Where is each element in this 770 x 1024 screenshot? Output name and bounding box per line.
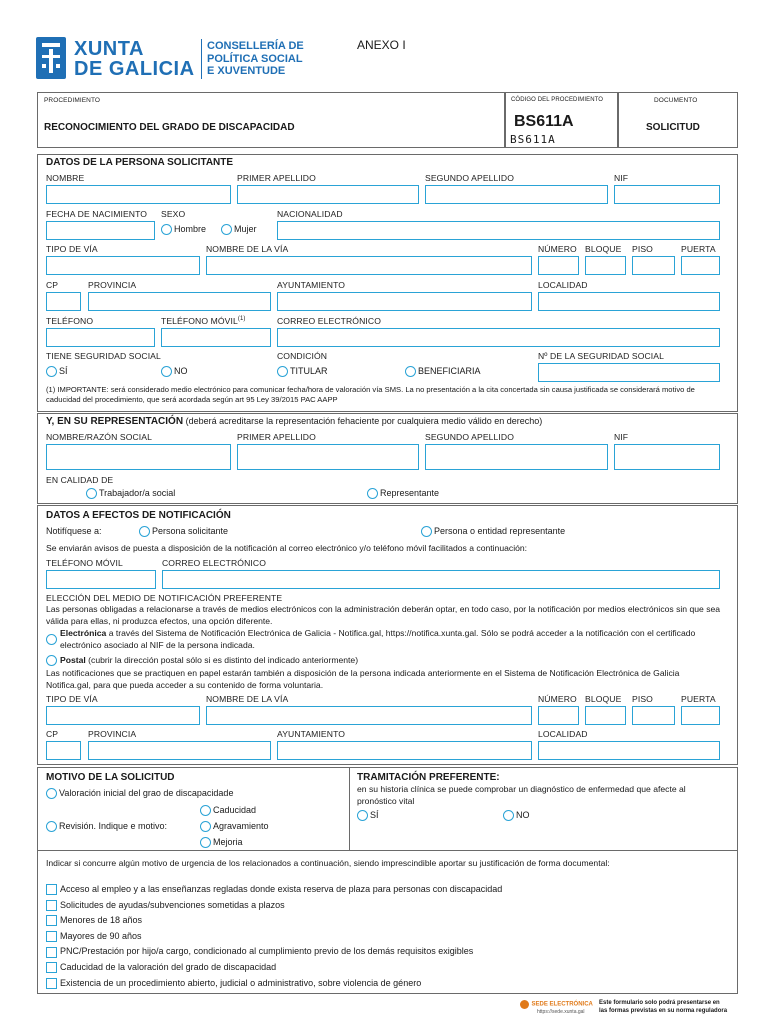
label-seguridad-social: TIENE SEGURIDAD SOCIAL (46, 351, 161, 361)
tipo-via-input[interactable] (46, 256, 200, 275)
ss-no-label: NO (174, 366, 188, 376)
notify-solicitante-radio[interactable] (139, 526, 228, 537)
nif-input[interactable] (614, 185, 720, 204)
urgency-reason-2[interactable] (46, 900, 285, 911)
motivo-hline (37, 850, 738, 851)
label-correo: CORREO ELECTRÓNICO (277, 316, 381, 326)
label-fecha-nacimiento: FECHA DE NACIMIENTO (46, 209, 148, 219)
footer-note (599, 999, 727, 1015)
caducidad-label: Caducidad (213, 805, 257, 815)
nacionalidad-input[interactable] (277, 221, 720, 240)
notif-cp-input[interactable] (46, 741, 81, 760)
tram-si-label: SÍ (370, 810, 379, 820)
urgency-reason-label: Menores de 18 años (60, 915, 143, 926)
label-nombre-via: NOMBRE DE LA VÍA (206, 244, 289, 254)
segundo-apellido-input[interactable] (425, 185, 608, 204)
localidad-input[interactable] (538, 292, 720, 311)
titular-label: TITULAR (290, 366, 328, 376)
calidad-representante-radio[interactable] (367, 488, 439, 499)
rep-primer-apellido-input[interactable] (237, 444, 419, 470)
notif-puerta-input[interactable] (681, 706, 720, 725)
label-condicion: CONDICIÓN (277, 351, 328, 361)
important-note: (1) IMPORTANTE: será considerado medio electrónico para comunicar fecha/hora de valoración vía SMS. La no presentación a la cita concertada sin causa justificada se considerará motivo de caducidad del procedimiento, que será acordada según art 95 Ley 39/2015 PAC AAPP (46, 385, 695, 404)
urgency-reason-label: Existencia de un procedimiento abierto, judicial o administrativo, sobre violencia de género (60, 977, 422, 988)
telefono-movil-input[interactable] (161, 328, 271, 347)
label-en-calidad: EN CALIDAD DE (46, 475, 114, 485)
urgency-checkbox[interactable] (46, 915, 57, 926)
sede-url[interactable]: https://sede.xunta.gal (537, 1009, 585, 1015)
urgency-checkbox[interactable] (46, 931, 57, 942)
urgency-reason-label: Acceso al empleo y a las enseñanzas regladas donde exista reserva de plaza para personas con discapacidad (60, 884, 503, 894)
label-cp: CP (46, 280, 59, 290)
dept-name (207, 40, 304, 78)
postal-radio[interactable] (46, 655, 59, 666)
notif-provincia-input[interactable] (88, 741, 271, 760)
urgency-reason-1[interactable] (46, 884, 502, 895)
revision-radio[interactable] (46, 821, 167, 832)
label-nacionalidad: NACIONALIDAD (277, 209, 343, 219)
label-primer-apellido: PRIMER APELLIDO (237, 173, 316, 183)
valoracion-inicial-radio[interactable] (46, 788, 233, 799)
representative-title (46, 416, 542, 427)
correo-input[interactable] (277, 328, 720, 347)
notif-piso-input[interactable] (632, 706, 675, 725)
revision-label: Revisión. Indique e motivo: (59, 821, 168, 831)
footer-note-line2: las formas previstas en su norma reguladora (599, 1008, 728, 1014)
label-notif-numero: NÚMERO (538, 694, 577, 704)
dept-line2: POLÍTICA SOCIAL (207, 52, 303, 65)
tramitacion-text: en su historia clínica se puede comprobar un diagnóstico de enfermedad que afecte al pronóstico vital (357, 784, 686, 806)
label-rep-primer-apellido: PRIMER APELLIDO (237, 432, 316, 442)
numero-input[interactable] (538, 256, 579, 275)
postal-bold: Postal (60, 655, 86, 665)
notif-numero-input[interactable] (538, 706, 579, 725)
org-name-line2: DE GALICIA (74, 58, 195, 80)
valoracion-label: Valoración inicial del grao de discapacidade (59, 788, 234, 798)
medio-text: Las personas obligadas a relacionarse a través de medios electrónicos con la administración deberán optar, en todo caso, por la notificación por medios electrónicos sin que sea válida para ellas, ni produzca efectos, una opción diferente. (46, 604, 721, 626)
electronica-text (60, 628, 726, 651)
ss-si-label: SÍ (59, 366, 68, 376)
urgency-checkbox[interactable] (46, 900, 57, 911)
urgency-reason-label: Mayores de 90 años (60, 930, 142, 941)
bloque-input[interactable] (585, 256, 626, 275)
mujer-label: Mujer (234, 224, 257, 234)
code-value: BS611A (514, 113, 574, 130)
label-notif-piso: PISO (632, 694, 653, 704)
label-bloque: BLOQUE (585, 244, 622, 254)
telefono-input[interactable] (46, 328, 155, 347)
code-barcode-text: BS611A (510, 133, 556, 146)
label-rep-segundo-apellido: SEGUNDO APELLIDO (425, 432, 514, 442)
label-rep-nif: NIF (614, 432, 629, 442)
label-notif-nombre-via: NOMBRE DE LA VÍA (206, 694, 289, 704)
urgency-checkbox[interactable] (46, 884, 57, 895)
tramitacion-title: TRAMITACIÓN PREFERENTE: (357, 772, 500, 783)
notifiquese-label: Notifíquese a: (46, 526, 102, 536)
cp-input[interactable] (46, 292, 81, 311)
urgency-reason-6[interactable] (46, 962, 276, 973)
postal-text (60, 655, 726, 667)
notif-correo-input[interactable] (162, 570, 720, 589)
rep-nif-input[interactable] (614, 444, 720, 470)
org-name-line1: XUNTA (74, 38, 144, 60)
sexo-mujer-radio[interactable] (221, 224, 257, 235)
rep-nombre-input[interactable] (46, 444, 231, 470)
label-notif-localidad: LOCALIDAD (538, 729, 588, 739)
hombre-label: Hombre (174, 224, 207, 234)
logo-divider (201, 39, 202, 79)
label-telefono: TELÉFONO (46, 316, 94, 326)
annex-title: ANEXO I (357, 38, 406, 52)
mejoria-radio[interactable] (200, 837, 243, 848)
rep-segundo-apellido-input[interactable] (425, 444, 608, 470)
tramitacion-si-radio[interactable] (357, 810, 379, 821)
representative-title-extra: (deberá acreditarse la representación fehaciente por cualquiera medio válido en derecho) (185, 416, 543, 426)
condicion-titular-radio[interactable] (277, 366, 328, 377)
urgency-checkbox[interactable] (46, 978, 57, 989)
label-notif-bloque: BLOQUE (585, 694, 622, 704)
urgencia-text: Indicar si concurre algún motivo de urgencia de los relacionados a continuación, siendo imprescindible aportar su justificación de forma documental: (46, 858, 610, 868)
label-localidad: LOCALIDAD (538, 280, 588, 290)
urgency-checkbox[interactable] (46, 962, 57, 973)
notif-bloque-input[interactable] (585, 706, 626, 725)
sede-logo (520, 999, 593, 1009)
sede-icon (520, 1000, 529, 1009)
label-piso: PISO (632, 244, 653, 254)
notif-localidad-input[interactable] (538, 741, 720, 760)
telefono-movil-text: TELÉFONO MÓVIL (161, 316, 238, 326)
notification-title: DATOS A EFECTOS DE NOTIFICACIÓN (46, 510, 231, 521)
document-value: SOLICITUD (646, 122, 700, 133)
code-label: CÓDIGO DEL PROCEDIMIENTO (511, 97, 604, 103)
notif-nombre-via-input[interactable] (206, 706, 532, 725)
notif-tipo-via-input[interactable] (46, 706, 200, 725)
label-segundo-apellido: SEGUNDO APELLIDO (425, 173, 514, 183)
urgency-reason-3[interactable] (46, 915, 142, 926)
medio-title: ELECCIÓN DEL MEDIO DE NOTIFICACIÓN PREFERENTE (46, 593, 283, 603)
representante-label: Representante (380, 488, 440, 498)
label-provincia: PROVINCIA (88, 280, 137, 290)
primer-apellido-input[interactable] (237, 185, 419, 204)
electronica-desc: a través del Sistema de Notificación Electrónica de Galicia - Notifica.gal, https://notifica.xunta.gal. Sólo se podrá acceder a la notificación con el certificado electrónico asociado al NIF de la persona indicada. (60, 628, 696, 650)
notify-solicitante-label: Persona solicitante (152, 526, 229, 536)
label-notif-cp: CP (46, 729, 59, 739)
postal-desc: (cubrir la dirección postal sólo si es distinto del indicado anteriormente) (85, 655, 359, 665)
label-num-ss: Nº DE LA SEGURIDAD SOCIAL (538, 351, 664, 361)
caducidad-radio[interactable] (200, 805, 256, 816)
condicion-beneficiaria-radio[interactable] (405, 366, 481, 377)
label-notif-movil: TELÉFONO MÓVIL (46, 558, 123, 568)
fecha-nacimiento-input[interactable] (46, 221, 155, 240)
procedure-box (37, 92, 505, 148)
motivo-divider (349, 767, 350, 850)
beneficiaria-label: BENEFICIARIA (418, 366, 481, 376)
sexo-hombre-radio[interactable] (161, 224, 206, 235)
mejoria-label: Mejoria (213, 837, 243, 847)
provincia-input[interactable] (88, 292, 271, 311)
telefono-movil-footnote: (1) (237, 316, 246, 323)
label-nombre: NOMBRE (46, 173, 85, 183)
label-notif-correo: CORREO ELECTRÓNICO (162, 558, 266, 568)
ayuntamiento-input[interactable] (277, 292, 532, 311)
urgency-reason-label: Caducidad de la valoración del grado de discapacidad (60, 962, 277, 972)
label-puerta: PUERTA (681, 244, 716, 254)
label-nif: NIF (614, 173, 629, 183)
urgency-reason-4[interactable] (46, 931, 142, 942)
puerta-input[interactable] (681, 256, 720, 275)
procedure-value: RECONOCIMIENTO DEL GRADO DE DISCAPACIDAD (44, 122, 295, 133)
document-label: DOCUMENTO (654, 97, 698, 104)
label-notif-puerta: PUERTA (681, 694, 716, 704)
nombre-via-input[interactable] (206, 256, 532, 275)
calidad-trabajador-radio[interactable] (86, 488, 175, 499)
applicant-title: DATOS DE LA PERSONA SOLICITANTE (46, 157, 234, 168)
label-notif-tipo-via: TIPO DE VÍA (46, 694, 98, 704)
coat-of-arms-icon (36, 37, 66, 79)
ss-si-radio[interactable] (46, 366, 68, 377)
urgency-reason-5[interactable] (46, 946, 473, 957)
urgency-reason-label: PNC/Prestación por hijo/a cargo, condicionado al cumplimiento previo de los demás requisitos exigibles (60, 946, 474, 957)
notif-ayuntamiento-input[interactable] (277, 741, 532, 760)
sede-text: SEDE ELECTRÓNICA (531, 1001, 593, 1008)
motivo-title: MOTIVO DE LA SOLICITUD (46, 772, 175, 783)
label-ayuntamiento: AYUNTAMIENTO (277, 280, 346, 290)
representative-title-bold: Y, EN SU REPRESENTACIÓN (46, 416, 184, 427)
label-telefono-movil (161, 316, 246, 326)
agravamiento-label: Agravamiento (213, 821, 269, 831)
dept-line1: CONSELLERÍA DE (207, 40, 304, 52)
avisos-text: Se enviarán avisos de puesta a disposición de la notificación al correo electrónico y/o teléfono móvil facilitados a continuación: (46, 543, 528, 553)
notify-representante-radio[interactable] (421, 526, 565, 537)
ss-no-radio[interactable] (161, 366, 188, 377)
notif-movil-input[interactable] (46, 570, 156, 589)
procedure-label: PROCEDIMIENTO (44, 97, 101, 104)
label-sexo: SEXO (161, 209, 186, 219)
label-rep-nombre: NOMBRE/RAZÓN SOCIAL (46, 432, 152, 442)
electronica-bold: Electrónica (60, 628, 107, 638)
tramitacion-no-radio[interactable] (503, 810, 530, 821)
tram-no-label: NO (516, 810, 530, 820)
label-numero: NÚMERO (538, 244, 577, 254)
piso-input[interactable] (632, 256, 675, 275)
label-notif-ayuntamiento: AYUNTAMIENTO (277, 729, 346, 739)
xunta-logo (36, 37, 198, 81)
urgency-reason-label: Solicitudes de ayudas/subvenciones sometidas a plazos (60, 899, 285, 910)
trabajador-label: Trabajador/a social (99, 488, 176, 498)
label-tipo-via: TIPO DE VÍA (46, 244, 98, 254)
notify-representante-label: Persona o entidad representante (434, 526, 566, 536)
nombre-input[interactable] (46, 185, 231, 204)
agravamiento-radio[interactable] (200, 821, 269, 832)
urgency-reason-7[interactable] (46, 978, 421, 989)
electronica-radio[interactable] (46, 634, 59, 645)
urgency-checkbox[interactable] (46, 947, 57, 958)
label-notif-provincia: PROVINCIA (88, 729, 137, 739)
num-ss-input[interactable] (538, 363, 720, 382)
dept-line3: E XUVENTUDE (207, 65, 286, 77)
footer-note-line1: Este formulario solo podrá presentarse en (599, 1000, 720, 1006)
papel-text: Las notificaciones que se practiquen en papel estarán también a disposición de la persona indicada anteriormente en el Sistema de Notificación Electrónica de Galicia Notifica.gal, para que pueda acceder a su contenido de forma voluntaria. (46, 668, 680, 690)
